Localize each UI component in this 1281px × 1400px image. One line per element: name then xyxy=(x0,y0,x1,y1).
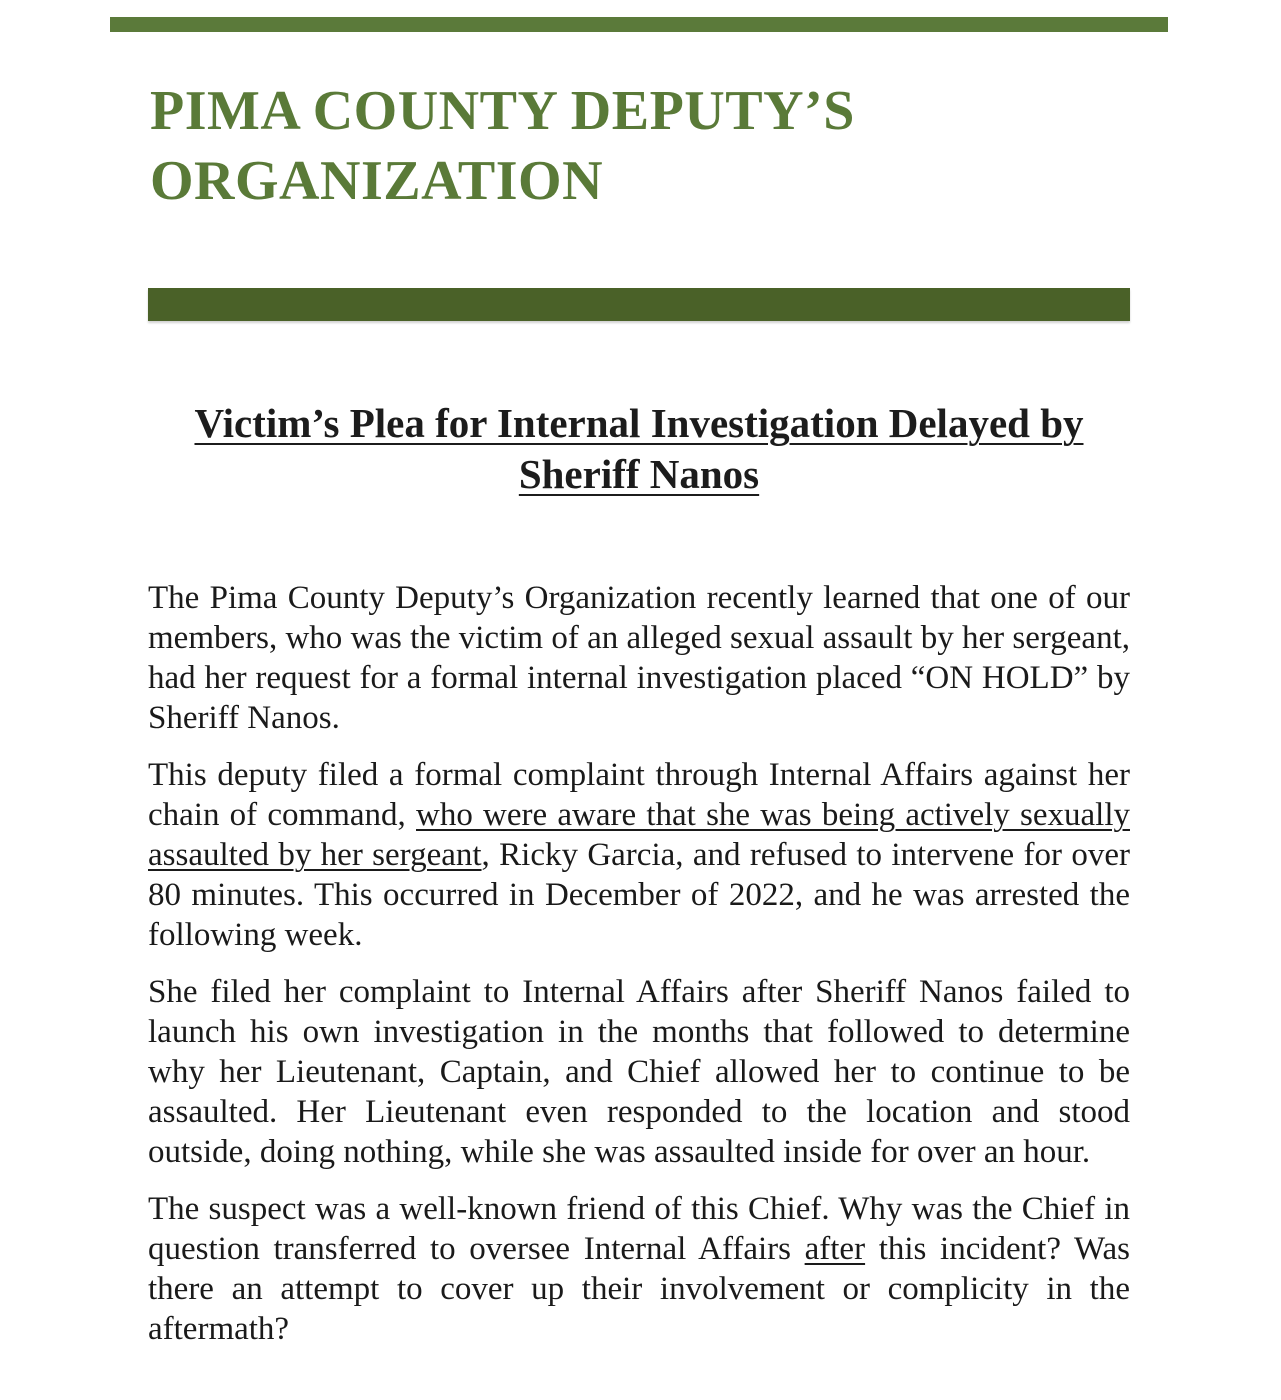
paragraph-1: The Pima County Deputy’s Organization recently learned that one of our members, who was the victim of an alleged sexual assault by her sergeant, had her request for a formal internal investigation placed “ON HOLD” by Sheriff Nanos. xyxy=(148,580,1130,736)
paragraph-2-text-a: This deputy filed a formal complaint through Internal Affairs against her chain of command, xyxy=(148,757,1130,833)
paragraph-2 xyxy=(148,755,1130,955)
header-divider-band xyxy=(148,288,1130,321)
paragraph-2-text-c: , Ricky Garcia, and refused to intervene for over 80 minutes. This occurred in December of 2022, and he was arrested the following week. xyxy=(148,837,1130,953)
paragraph-4 xyxy=(148,1189,1130,1349)
organization-name xyxy=(150,76,1130,216)
paragraph-2-underlined-text: who were aware that she was being actively sexually assaulted by her sergeant xyxy=(148,797,1130,873)
headline-line-2: Sheriff Nanos xyxy=(518,451,760,497)
organization-name-line-1: PIMA COUNTY DEPUTY’S xyxy=(150,80,855,142)
headline-line-1: Victim’s Plea for Internal Investigation Delayed by xyxy=(194,400,1084,446)
paragraph-4-text-c: this incident? Was there an attempt to cover up their involvement or complicity in the aftermath? xyxy=(148,1231,1130,1347)
paragraph-4-underlined-word: after xyxy=(804,1231,866,1267)
paragraph-4-text-a: The suspect was a well-known friend of this Chief. Why was the Chief in question transferred to oversee Internal Affairs xyxy=(148,1191,1130,1267)
paragraph-3: She filed her complaint to Internal Affairs after Sheriff Nanos failed to launch his own investigation in the months that followed to determine why her Lieutenant, Captain, and Chief allowed her to continue to be assaulted. Her Lieutenant even responded to the location and stood outside, doing nothing, while she was assaulted inside for over an hour. xyxy=(148,974,1130,1170)
header-top-rule xyxy=(110,17,1168,32)
organization-name-line-2: ORGANIZATION xyxy=(150,150,604,212)
article-body xyxy=(148,578,1130,1366)
article-headline xyxy=(148,398,1130,500)
